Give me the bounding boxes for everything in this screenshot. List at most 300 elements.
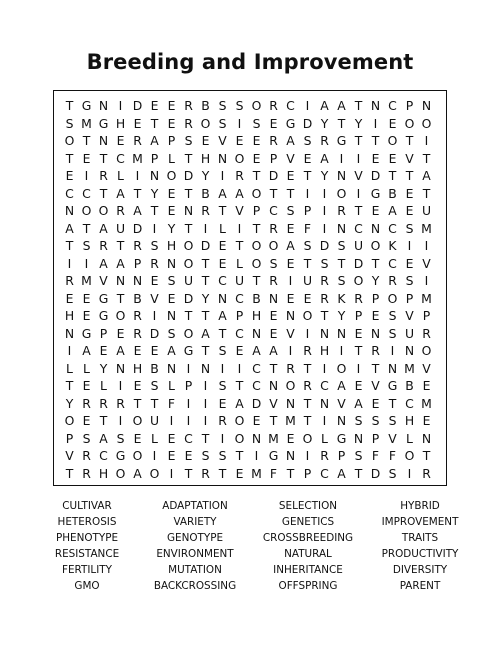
grid-cell[interactable]: I [84,168,89,183]
grid-cell[interactable]: A [218,308,227,323]
grid-cell[interactable]: E [235,343,244,358]
grid-cell[interactable]: I [118,378,123,393]
grid-cell[interactable]: T [354,343,363,358]
grid-cell[interactable]: C [269,203,278,218]
grid-cell[interactable]: B [150,360,159,376]
grid-cell[interactable]: T [354,465,363,481]
grid-cell[interactable]: A [235,395,244,411]
grid-cell[interactable]: T [133,395,142,411]
grid-cell[interactable]: E [303,290,312,306]
grid-cell[interactable]: T [303,360,312,376]
grid-cell[interactable]: T [354,133,363,148]
grid-cell[interactable]: N [251,430,262,446]
grid-cell[interactable]: E [286,220,295,236]
grid-cell[interactable]: A [320,98,329,113]
grid-cell[interactable]: U [302,273,313,288]
grid-cell[interactable]: N [336,413,347,428]
grid-cell[interactable]: S [354,413,363,428]
grid-cell[interactable]: C [116,150,125,166]
grid-cell[interactable]: T [201,273,210,288]
grid-cell[interactable]: R [388,273,397,288]
grid-cell[interactable]: N [285,395,296,411]
grid-cell[interactable]: S [167,273,176,288]
grid-cell[interactable]: M [421,395,432,411]
grid-cell[interactable]: M [81,115,92,131]
grid-cell[interactable]: N [251,325,262,341]
grid-cell[interactable]: H [319,343,330,358]
grid-cell[interactable]: O [234,413,245,428]
grid-cell[interactable]: T [184,308,193,323]
grid-cell[interactable]: T [201,308,210,323]
grid-cell[interactable]: O [370,238,381,253]
grid-cell[interactable]: S [337,238,346,253]
grid-cell[interactable]: R [269,98,278,113]
grid-cell[interactable]: R [303,343,312,358]
grid-cell[interactable]: S [388,308,397,323]
grid-cell[interactable]: M [251,465,262,481]
grid-cell[interactable]: V [354,168,363,183]
grid-cell[interactable]: D [370,168,381,183]
grid-cell[interactable]: T [303,395,312,411]
grid-cell[interactable]: I [322,185,327,201]
grid-cell[interactable]: I [305,325,310,341]
grid-cell[interactable]: P [303,465,312,481]
grid-cell[interactable]: E [82,290,91,306]
grid-cell[interactable]: I [118,413,123,428]
grid-cell[interactable]: O [81,203,92,218]
word-search-grid[interactable] [53,90,447,486]
grid-cell[interactable]: O [115,465,126,481]
grid-cell[interactable]: M [404,360,415,376]
grid-cell[interactable]: V [65,448,74,463]
grid-cell[interactable]: C [252,360,261,376]
grid-cell[interactable]: R [422,325,431,341]
grid-cell[interactable]: R [354,290,363,306]
grid-cell[interactable]: D [132,220,143,236]
grid-cell[interactable]: I [407,238,412,253]
grid-cell[interactable]: A [167,343,176,358]
grid-cell[interactable]: I [390,343,395,358]
grid-cell[interactable]: E [235,133,244,148]
grid-cell[interactable]: R [133,325,142,341]
grid-cell[interactable]: I [305,98,310,113]
grid-cell[interactable]: R [99,395,108,411]
grid-cell[interactable]: E [405,185,414,201]
grid-cell[interactable]: P [167,133,176,148]
grid-cell[interactable]: G [285,115,296,131]
grid-cell[interactable]: I [322,220,327,236]
grid-cell[interactable]: G [81,98,92,113]
grid-cell[interactable]: E [388,150,397,166]
grid-cell[interactable]: D [268,168,279,183]
grid-cell[interactable]: S [286,203,295,218]
grid-cell[interactable]: P [371,290,380,306]
grid-cell[interactable]: M [81,273,92,288]
grid-cell[interactable]: T [218,325,227,341]
grid-cell[interactable]: H [251,308,262,323]
grid-cell[interactable]: C [235,290,244,306]
grid-cell[interactable]: S [320,255,329,271]
grid-cell[interactable]: U [115,220,126,236]
grid-cell[interactable]: R [65,273,74,288]
grid-cell[interactable]: H [132,360,143,376]
grid-cell[interactable]: I [237,360,242,376]
grid-cell[interactable]: E [184,448,193,463]
grid-cell[interactable]: R [320,273,329,288]
grid-cell[interactable]: E [354,325,363,341]
grid-cell[interactable]: O [64,133,75,148]
grid-cell[interactable]: I [152,448,157,463]
grid-cell[interactable]: E [133,343,142,358]
grid-cell[interactable]: E [286,255,295,271]
grid-cell[interactable]: B [405,378,414,393]
grid-cell[interactable]: N [98,133,109,148]
grid-cell[interactable]: E [218,395,227,411]
grid-cell[interactable]: N [217,290,228,306]
grid-cell[interactable]: C [388,98,397,113]
grid-cell[interactable]: N [336,220,347,236]
grid-cell[interactable]: E [252,413,261,428]
grid-cell[interactable]: T [252,273,261,288]
grid-cell[interactable]: D [353,255,364,271]
grid-cell[interactable]: C [405,395,414,411]
grid-cell[interactable]: H [64,308,75,323]
grid-cell[interactable]: A [337,465,346,481]
grid-cell[interactable]: E [269,115,278,131]
grid-cell[interactable]: T [235,448,244,463]
grid-cell[interactable]: G [336,133,347,148]
grid-cell[interactable]: A [133,203,142,218]
grid-cell[interactable]: T [65,465,74,481]
grid-cell[interactable]: A [320,150,329,166]
grid-cell[interactable]: T [235,378,244,393]
grid-cell[interactable]: N [336,325,347,341]
grid-cell[interactable]: E [371,395,380,411]
grid-cell[interactable]: L [168,378,175,393]
grid-cell[interactable]: S [388,465,397,481]
grid-cell[interactable]: D [149,325,160,341]
grid-cell[interactable]: T [201,343,210,358]
grid-cell[interactable]: R [116,203,125,218]
grid-cell[interactable]: D [370,465,381,481]
grid-cell[interactable]: G [115,448,126,463]
grid-cell[interactable]: K [388,238,397,253]
grid-cell[interactable]: T [354,203,363,218]
grid-cell[interactable]: T [184,465,193,481]
grid-cell[interactable]: E [218,255,227,271]
grid-cell[interactable]: A [116,255,125,271]
grid-cell[interactable]: O [234,430,245,446]
grid-cell[interactable]: I [373,115,378,131]
grid-cell[interactable]: T [252,220,261,236]
grid-cell[interactable]: R [99,168,108,183]
grid-cell[interactable]: O [251,255,262,271]
grid-cell[interactable]: O [302,308,313,323]
grid-cell[interactable]: L [219,220,226,236]
grid-cell[interactable]: E [167,203,176,218]
grid-cell[interactable]: E [116,133,125,148]
grid-cell[interactable]: L [151,430,158,446]
grid-cell[interactable]: T [116,290,125,306]
grid-cell[interactable]: P [405,98,414,113]
grid-cell[interactable]: G [81,325,92,341]
grid-cell[interactable]: N [319,395,330,411]
grid-cell[interactable]: F [371,448,380,463]
grid-cell[interactable]: I [339,150,344,166]
grid-cell[interactable]: T [99,150,108,166]
grid-cell[interactable]: E [422,378,431,393]
grid-cell[interactable]: N [285,448,296,463]
grid-cell[interactable]: T [252,168,261,183]
grid-cell[interactable]: T [184,220,193,236]
grid-cell[interactable]: V [235,203,244,218]
grid-cell[interactable]: T [150,115,159,131]
grid-cell[interactable]: V [218,133,227,148]
grid-cell[interactable]: H [200,150,211,166]
grid-cell[interactable]: T [303,413,312,428]
grid-cell[interactable]: T [201,430,210,446]
grid-cell[interactable]: S [371,413,380,428]
grid-cell[interactable]: B [201,185,210,201]
grid-cell[interactable]: I [339,343,344,358]
grid-cell[interactable]: N [421,98,432,113]
grid-cell[interactable]: N [183,203,194,218]
grid-cell[interactable]: G [268,448,279,463]
grid-cell[interactable]: T [422,448,431,463]
grid-cell[interactable]: P [269,150,278,166]
grid-cell[interactable]: M [421,220,432,236]
grid-cell[interactable]: I [424,133,429,148]
grid-cell[interactable]: O [183,238,194,253]
grid-cell[interactable]: R [218,413,227,428]
grid-cell[interactable]: V [405,308,414,323]
grid-cell[interactable]: A [82,343,91,358]
grid-cell[interactable]: G [98,115,109,131]
grid-cell[interactable]: R [99,238,108,253]
grid-cell[interactable]: S [388,413,397,428]
grid-cell[interactable]: E [167,290,176,306]
grid-cell[interactable]: C [82,185,91,201]
grid-cell[interactable]: S [218,98,227,113]
grid-cell[interactable]: T [303,255,312,271]
grid-cell[interactable]: N [370,220,381,236]
grid-cell[interactable]: I [84,255,89,271]
grid-cell[interactable]: V [405,150,414,166]
grid-cell[interactable]: N [404,343,415,358]
grid-cell[interactable]: I [237,115,242,131]
grid-cell[interactable]: E [167,185,176,201]
grid-cell[interactable]: N [166,360,177,376]
grid-cell[interactable]: N [98,98,109,113]
grid-cell[interactable]: I [203,378,208,393]
grid-cell[interactable]: M [132,150,143,166]
grid-cell[interactable]: I [186,395,191,411]
grid-cell[interactable]: T [371,360,380,376]
grid-cell[interactable]: T [235,238,244,253]
grid-cell[interactable]: S [150,378,159,393]
grid-cell[interactable]: A [235,185,244,201]
grid-cell[interactable]: C [320,465,329,481]
grid-cell[interactable]: N [149,168,160,183]
grid-cell[interactable]: S [82,430,91,446]
grid-cell[interactable]: P [65,430,74,446]
grid-cell[interactable]: N [336,168,347,183]
grid-cell[interactable]: S [167,325,176,341]
grid-cell[interactable]: I [424,238,429,253]
grid-cell[interactable]: R [184,98,193,113]
grid-cell[interactable]: E [167,98,176,113]
grid-cell[interactable]: E [235,465,244,481]
grid-cell[interactable]: R [286,360,295,376]
grid-cell[interactable]: C [65,185,74,201]
grid-cell[interactable]: V [286,150,295,166]
grid-cell[interactable]: O [353,273,364,288]
grid-cell[interactable]: T [303,168,312,183]
grid-cell[interactable]: N [370,325,381,341]
grid-cell[interactable]: T [371,133,380,148]
grid-cell[interactable]: Y [320,115,329,131]
grid-cell[interactable]: E [269,325,278,341]
grid-cell[interactable]: L [168,150,175,166]
grid-cell[interactable]: I [203,220,208,236]
grid-cell[interactable]: L [66,360,73,376]
grid-cell[interactable]: O [251,238,262,253]
grid-cell[interactable]: S [269,255,278,271]
grid-cell[interactable]: A [99,220,108,236]
grid-cell[interactable]: O [336,185,347,201]
grid-cell[interactable]: T [269,360,278,376]
grid-cell[interactable]: E [150,343,159,358]
grid-cell[interactable]: I [169,413,174,428]
grid-cell[interactable]: S [218,343,227,358]
grid-cell[interactable]: T [286,465,295,481]
grid-cell[interactable]: S [218,448,227,463]
grid-cell[interactable]: E [388,115,397,131]
grid-cell[interactable]: U [421,203,432,218]
grid-cell[interactable]: O [336,360,347,376]
grid-cell[interactable]: R [269,273,278,288]
grid-cell[interactable]: E [354,378,363,393]
grid-cell[interactable]: N [268,290,279,306]
grid-cell[interactable]: O [132,413,143,428]
grid-cell[interactable]: A [422,168,431,183]
grid-cell[interactable]: R [269,133,278,148]
grid-cell[interactable]: H [404,413,415,428]
grid-cell[interactable]: F [303,220,312,236]
grid-cell[interactable]: F [167,395,176,411]
grid-cell[interactable]: R [82,395,91,411]
grid-cell[interactable]: T [354,98,363,113]
grid-cell[interactable]: D [302,115,313,131]
grid-cell[interactable]: A [133,465,142,481]
grid-cell[interactable]: T [150,395,159,411]
grid-cell[interactable]: C [218,273,227,288]
grid-cell[interactable]: E [82,378,91,393]
grid-cell[interactable]: T [286,185,295,201]
grid-cell[interactable]: I [288,273,293,288]
grid-cell[interactable]: E [133,115,142,131]
grid-cell[interactable]: T [65,238,74,253]
grid-cell[interactable]: E [371,150,380,166]
grid-cell[interactable]: E [405,203,414,218]
grid-cell[interactable]: O [166,168,177,183]
grid-cell[interactable]: O [251,185,262,201]
grid-cell[interactable]: A [99,430,108,446]
grid-cell[interactable]: O [149,465,160,481]
grid-cell[interactable]: I [135,168,140,183]
grid-cell[interactable]: R [337,203,346,218]
grid-cell[interactable]: I [169,465,174,481]
grid-cell[interactable]: N [353,430,364,446]
grid-cell[interactable]: Y [65,395,74,411]
grid-cell[interactable]: U [353,238,364,253]
grid-cell[interactable]: V [422,255,431,271]
grid-cell[interactable]: R [320,290,329,306]
grid-cell[interactable]: I [203,413,208,428]
grid-cell[interactable]: E [286,168,295,183]
grid-cell[interactable]: I [152,220,157,236]
grid-cell[interactable]: Y [354,115,363,131]
grid-cell[interactable]: B [252,290,261,306]
grid-cell[interactable]: V [150,290,159,306]
grid-cell[interactable]: N [115,360,126,376]
grid-cell[interactable]: V [99,273,108,288]
grid-cell[interactable]: O [285,378,296,393]
grid-cell[interactable]: S [116,430,125,446]
grid-cell[interactable]: N [370,98,381,113]
grid-cell[interactable]: F [269,465,278,481]
grid-cell[interactable]: O [98,203,109,218]
grid-cell[interactable]: Y [167,220,176,236]
grid-cell[interactable]: P [303,203,312,218]
grid-cell[interactable]: G [387,378,398,393]
grid-cell[interactable]: T [405,133,414,148]
grid-cell[interactable]: I [237,220,242,236]
grid-cell[interactable]: S [218,378,227,393]
grid-cell[interactable]: Y [371,273,380,288]
grid-cell[interactable]: I [356,150,361,166]
grid-cell[interactable]: S [354,448,363,463]
grid-cell[interactable]: R [303,378,312,393]
grid-cell[interactable]: I [118,98,123,113]
grid-cell[interactable]: E [150,273,159,288]
grid-cell[interactable]: T [150,203,159,218]
grid-cell[interactable]: R [269,220,278,236]
grid-cell[interactable]: S [252,115,261,131]
grid-cell[interactable]: I [288,343,293,358]
grid-cell[interactable]: A [286,238,295,253]
grid-cell[interactable]: O [251,98,262,113]
grid-cell[interactable]: E [371,203,380,218]
grid-cell[interactable]: C [354,220,363,236]
grid-cell[interactable]: E [167,115,176,131]
grid-cell[interactable]: T [320,308,329,323]
grid-cell[interactable]: A [354,395,363,411]
grid-cell[interactable]: H [98,465,109,481]
grid-cell[interactable]: T [422,185,431,201]
grid-cell[interactable]: T [269,185,278,201]
grid-cell[interactable]: T [405,168,414,183]
grid-cell[interactable]: I [407,465,412,481]
grid-cell[interactable]: E [286,430,295,446]
grid-cell[interactable]: C [184,430,193,446]
grid-cell[interactable]: O [200,115,211,131]
grid-cell[interactable]: N [115,273,126,288]
grid-cell[interactable]: R [82,448,91,463]
grid-cell[interactable]: D [319,238,330,253]
grid-cell[interactable]: N [64,325,75,341]
grid-cell[interactable]: M [421,290,432,306]
